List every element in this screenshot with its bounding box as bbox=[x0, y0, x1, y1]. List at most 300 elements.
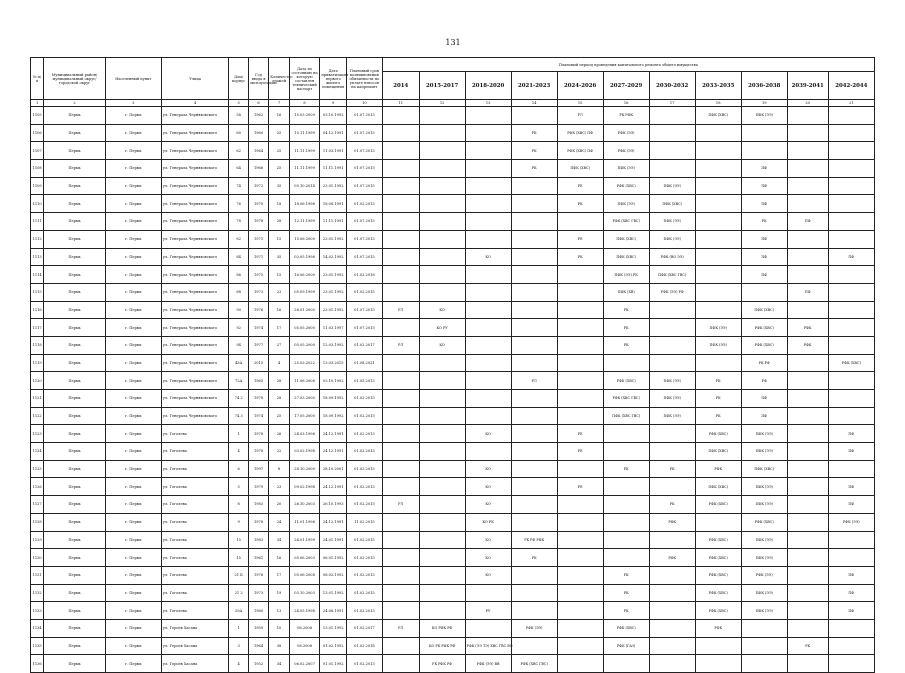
floors-cell: 13 bbox=[269, 602, 289, 620]
row-number: 1123 bbox=[31, 425, 44, 443]
settlement-cell: г. Пермь bbox=[105, 177, 161, 195]
table-row bbox=[31, 354, 875, 372]
floors-cell: 16 bbox=[269, 107, 289, 125]
repair-period-cell bbox=[828, 283, 874, 301]
repair-period-cell: КО bbox=[465, 531, 511, 549]
privatization-date-cell: 23.01.1992 bbox=[320, 230, 347, 248]
capital-repair-register-table bbox=[30, 57, 875, 673]
floors-cell: 10 bbox=[269, 619, 289, 637]
house-cell: 15 bbox=[229, 531, 248, 549]
repair-period-cell: ПФК (ЭЭ) bbox=[603, 160, 649, 178]
repair-period-cell: РЛ bbox=[382, 619, 419, 637]
repair-period-cell bbox=[557, 283, 603, 301]
repair-period-cell bbox=[828, 266, 874, 284]
row-number: 1119 bbox=[31, 354, 44, 372]
street-cell: ул. Гоголева bbox=[161, 566, 229, 584]
repair-period-cell bbox=[603, 655, 649, 673]
tech-passport-date-cell: 17.05.2000 bbox=[289, 407, 320, 425]
floors-cell: 35 bbox=[269, 248, 289, 266]
repair-period-cell bbox=[511, 496, 557, 514]
plan-deadline-cell: 01.07.2015 bbox=[347, 230, 383, 248]
table-row bbox=[31, 425, 875, 443]
repair-period-cell: РК bbox=[511, 160, 557, 178]
repair-period-cell bbox=[382, 107, 419, 125]
settlement-cell: г. Пермь bbox=[105, 230, 161, 248]
privatization-date-cell: 11.03.1997 bbox=[320, 319, 347, 337]
repair-period-cell bbox=[511, 390, 557, 408]
repair-period-cell: РЕ bbox=[557, 425, 603, 443]
repair-period-cell bbox=[787, 584, 828, 602]
repair-period-cell: КО bbox=[419, 301, 465, 319]
settlement-cell: г. Пермь bbox=[105, 566, 161, 584]
repair-period-cell bbox=[511, 266, 557, 284]
repair-period-cell: ПФ bbox=[741, 407, 787, 425]
table-row bbox=[31, 124, 875, 142]
repair-period-cell bbox=[557, 354, 603, 372]
privatization-date-cell: 18.08.1991 bbox=[320, 195, 347, 213]
municipality-cell: Пермь bbox=[44, 531, 105, 549]
repair-period-cell: РФК (ВО ЭЭ) bbox=[649, 248, 695, 266]
repair-period-cell bbox=[787, 602, 828, 620]
privatization-date-cell: 24.12.1991 bbox=[320, 478, 347, 496]
floors-cell: 23 bbox=[269, 283, 289, 301]
house-cell: 84 bbox=[229, 248, 248, 266]
period-header: 2033-2035 bbox=[695, 72, 741, 100]
repair-period-cell: РК bbox=[511, 124, 557, 142]
floors-cell: 16 bbox=[269, 301, 289, 319]
repair-period-cell: ПФК (ХВС ГВС) bbox=[603, 407, 649, 425]
repair-period-cell bbox=[465, 283, 511, 301]
municipality-cell: Пермь bbox=[44, 230, 105, 248]
period-header: 2024-2026 bbox=[557, 72, 603, 100]
period-header: 2014 bbox=[382, 72, 419, 100]
municipality-cell: Пермь bbox=[44, 266, 105, 284]
settlement-cell: г. Пермь bbox=[105, 319, 161, 337]
repair-period-cell bbox=[787, 566, 828, 584]
repair-period-cell bbox=[787, 107, 828, 125]
header-municipality: Муниципальный район/муниципальный округ/городской округ bbox=[44, 58, 105, 100]
repair-period-cell bbox=[741, 124, 787, 142]
repair-period-cell bbox=[382, 319, 419, 337]
table-row bbox=[31, 160, 875, 178]
repair-period-cell bbox=[465, 177, 511, 195]
tech-passport-date-cell: 15.06.2000 bbox=[289, 230, 320, 248]
repair-period-cell bbox=[787, 372, 828, 390]
settlement-cell: г. Пермь bbox=[105, 301, 161, 319]
period-header: 2027-2029 bbox=[603, 72, 649, 100]
repair-period-cell bbox=[828, 195, 874, 213]
repair-period-cell bbox=[465, 266, 511, 284]
municipality-cell: Пермь bbox=[44, 336, 105, 354]
column-index: 10 bbox=[347, 100, 383, 107]
repair-period-cell bbox=[828, 177, 874, 195]
repair-period-cell: КО bbox=[465, 496, 511, 514]
street-cell: ул. Генерала Черняховского bbox=[161, 177, 229, 195]
repair-period-cell bbox=[649, 584, 695, 602]
street-cell: ул. Генерала Черняховского bbox=[161, 301, 229, 319]
repair-period-cell bbox=[419, 602, 465, 620]
repair-period-cell: РЕ bbox=[557, 230, 603, 248]
floors-cell: 25 bbox=[269, 407, 289, 425]
repair-period-cell bbox=[828, 372, 874, 390]
repair-period-cell bbox=[465, 142, 511, 160]
year-built-cell: 1973 bbox=[248, 283, 268, 301]
header-tech-passport-date: Дата по состоянию на которую составлен технический паспорт bbox=[289, 58, 320, 100]
repair-period-cell bbox=[382, 531, 419, 549]
floors-cell: 8 bbox=[269, 460, 289, 478]
privatization-date-cell: 24.08.1991 bbox=[320, 602, 347, 620]
municipality-cell: Пермь bbox=[44, 549, 105, 567]
repair-period-cell: ПФК (ХВС) bbox=[603, 248, 649, 266]
street-cell: ул. Героев Хасана bbox=[161, 655, 229, 673]
repair-period-cell bbox=[511, 460, 557, 478]
repair-period-cell: РФК bbox=[649, 549, 695, 567]
municipality-cell: Пермь bbox=[44, 513, 105, 531]
repair-period-cell bbox=[649, 602, 695, 620]
street-cell: ул. Генерала Черняховского bbox=[161, 407, 229, 425]
plan-deadline-cell: 11.02.2015 bbox=[347, 513, 383, 531]
repair-period-cell: РЛ bbox=[511, 372, 557, 390]
repair-period-cell: ПФК (ХВС) bbox=[695, 107, 741, 125]
tech-passport-date-cell: 08.2008 bbox=[289, 619, 320, 637]
row-number: 1106 bbox=[31, 124, 44, 142]
floors-cell: 26 bbox=[269, 425, 289, 443]
repair-period-cell bbox=[828, 549, 874, 567]
repair-period-cell: РК bbox=[603, 460, 649, 478]
repair-period-cell bbox=[511, 584, 557, 602]
street-cell: ул. Генерала Черняховского bbox=[161, 354, 229, 372]
settlement-cell: г. Пермь bbox=[105, 336, 161, 354]
repair-period-cell bbox=[419, 142, 465, 160]
repair-period-cell: КО bbox=[465, 549, 511, 567]
repair-period-cell bbox=[465, 584, 511, 602]
column-index: 13 bbox=[465, 100, 511, 107]
street-cell: ул. Гоголева bbox=[161, 443, 229, 461]
privatization-date-cell: 03.10.1992 bbox=[320, 372, 347, 390]
repair-period-cell bbox=[695, 513, 741, 531]
column-index: 20 bbox=[787, 100, 828, 107]
column-index: 21 bbox=[828, 100, 874, 107]
privatization-date-cell: 08.02.1992 bbox=[320, 566, 347, 584]
repair-period-cell: РФК (ХВС) ПФ bbox=[557, 124, 603, 142]
tech-passport-date-cell: 11.11.1999 bbox=[289, 160, 320, 178]
municipality-cell: Пермь bbox=[44, 283, 105, 301]
repair-period-cell bbox=[511, 301, 557, 319]
repair-period-cell: ПФК (ЭЭ) bbox=[741, 443, 787, 461]
plan-deadline-cell: 01.02.2013 bbox=[347, 443, 383, 461]
house-cell: 43А bbox=[229, 354, 248, 372]
repair-period-cell bbox=[828, 390, 874, 408]
repair-period-cell bbox=[382, 460, 419, 478]
table-row bbox=[31, 213, 875, 231]
floors-cell: 17 bbox=[269, 319, 289, 337]
tech-passport-date-cell: 26.10.2003 bbox=[289, 496, 320, 514]
repair-period-cell: ПФК (ЭЭ) bbox=[741, 602, 787, 620]
repair-period-cell bbox=[511, 177, 557, 195]
repair-period-cell: РЛ bbox=[382, 336, 419, 354]
house-cell: 74.2 bbox=[229, 390, 248, 408]
repair-period-cell bbox=[603, 354, 649, 372]
header-house: Дом/корпус bbox=[229, 58, 248, 100]
repair-period-cell bbox=[695, 301, 741, 319]
street-cell: ул. Генерала Черняховского bbox=[161, 248, 229, 266]
repair-period-cell: ПФ bbox=[828, 566, 874, 584]
row-number: 1126 bbox=[31, 478, 44, 496]
municipality-cell: Пермь bbox=[44, 443, 105, 461]
repair-period-cell bbox=[557, 213, 603, 231]
municipality-cell: Пермь bbox=[44, 390, 105, 408]
settlement-cell: г. Пермь bbox=[105, 425, 161, 443]
settlement-cell: г. Пермь bbox=[105, 266, 161, 284]
repair-period-cell bbox=[828, 319, 874, 337]
plan-deadline-cell: 01.02.2015 bbox=[347, 549, 383, 567]
house-cell: 58 bbox=[229, 107, 248, 125]
repair-period-cell: ПФК (ХВС) bbox=[557, 160, 603, 178]
repair-period-cell bbox=[382, 354, 419, 372]
table-row bbox=[31, 655, 875, 673]
plan-deadline-cell: 01.02.2015 bbox=[347, 460, 383, 478]
settlement-cell: г. Пермь bbox=[105, 496, 161, 514]
row-number: 1134 bbox=[31, 619, 44, 637]
repair-period-cell: ПФ bbox=[741, 248, 787, 266]
row-number: 1120 bbox=[31, 372, 44, 390]
repair-period-cell: РФК (ХВС) bbox=[695, 549, 741, 567]
repair-period-cell: ПФК (ХВ) bbox=[603, 283, 649, 301]
repair-period-cell bbox=[828, 230, 874, 248]
municipality-cell: Пермь bbox=[44, 407, 105, 425]
municipality-cell: Пермь bbox=[44, 372, 105, 390]
repair-period-cell: РФК (ХВС) bbox=[828, 354, 874, 372]
repair-period-cell bbox=[603, 496, 649, 514]
tech-passport-date-cell: 16.06.2000 bbox=[289, 266, 320, 284]
year-built-cell: 1972 bbox=[248, 177, 268, 195]
plan-deadline-cell: 01.02.2015 bbox=[347, 478, 383, 496]
repair-period-cell bbox=[557, 407, 603, 425]
repair-period-cell bbox=[511, 283, 557, 301]
repair-period-cell bbox=[465, 124, 511, 142]
repair-period-cell bbox=[419, 248, 465, 266]
privatization-date-cell: 24.12.1991 bbox=[320, 425, 347, 443]
period-header: 2021-2023 bbox=[511, 72, 557, 100]
repair-period-cell bbox=[465, 354, 511, 372]
row-number: 1122 bbox=[31, 407, 44, 425]
year-built-cell: 1971 bbox=[248, 248, 268, 266]
repair-period-cell: РФК (ХВС) bbox=[695, 602, 741, 620]
house-cell: 29А bbox=[229, 602, 248, 620]
tech-passport-date-cell: 28.10.2000 bbox=[289, 460, 320, 478]
repair-period-cell: РФК (ХВС) bbox=[603, 177, 649, 195]
repair-period-cell bbox=[787, 407, 828, 425]
repair-period-cell: РФК (ЭЭ) ВВ bbox=[465, 655, 511, 673]
plan-deadline-cell: 01.02.2013 bbox=[347, 425, 383, 443]
table-row bbox=[31, 513, 875, 531]
settlement-cell: г. Пермь bbox=[105, 549, 161, 567]
floors-cell: 38 bbox=[269, 637, 289, 655]
table-row bbox=[31, 619, 875, 637]
repair-period-cell: ПФК (ЭЭ) bbox=[649, 213, 695, 231]
tech-passport-date-cell: 12.11.1999 bbox=[289, 213, 320, 231]
street-cell: ул. Генерала Черняховского bbox=[161, 266, 229, 284]
header-privatization-date: Дата приватизации первого жилого помещения bbox=[320, 58, 347, 100]
repair-period-cell: РЛ bbox=[382, 496, 419, 514]
plan-deadline-cell: 01.07.2015 bbox=[347, 319, 383, 337]
floors-cell: 20 bbox=[269, 496, 289, 514]
municipality-cell: Пермь bbox=[44, 248, 105, 266]
repair-period-cell: ПФ bbox=[828, 584, 874, 602]
house-cell: 9 bbox=[229, 513, 248, 531]
settlement-cell: г. Пермь bbox=[105, 283, 161, 301]
plan-deadline-cell: 01.02.2013 bbox=[347, 655, 383, 673]
municipality-cell: Пермь bbox=[44, 195, 105, 213]
repair-period-cell bbox=[649, 336, 695, 354]
repair-period-cell bbox=[787, 460, 828, 478]
repair-period-cell bbox=[511, 213, 557, 231]
repair-period-cell bbox=[741, 142, 787, 160]
street-cell: ул. Гоголева bbox=[161, 549, 229, 567]
column-index: 15 bbox=[557, 100, 603, 107]
repair-period-cell bbox=[828, 637, 874, 655]
repair-period-cell bbox=[649, 531, 695, 549]
tech-passport-date-cell: 05.06.2003 bbox=[289, 549, 320, 567]
period-header: 2030-2032 bbox=[649, 72, 695, 100]
floors-cell: 28 bbox=[269, 213, 289, 231]
header-plan-deadline: Плановый срок возникновения обязанности по уплате взносов на капремонт bbox=[347, 58, 383, 100]
table-row bbox=[31, 390, 875, 408]
house-cell: 90 bbox=[229, 301, 248, 319]
table-row bbox=[31, 319, 875, 337]
street-cell: ул. Генерала Черняховского bbox=[161, 213, 229, 231]
repair-period-cell: РК bbox=[695, 372, 741, 390]
repair-period-cell: ПФК (ЭЭ) bbox=[741, 531, 787, 549]
municipality-cell: Пермь bbox=[44, 584, 105, 602]
repair-period-cell bbox=[695, 213, 741, 231]
period-header: 2036-2038 bbox=[741, 72, 787, 100]
settlement-cell: г. Пермь bbox=[105, 248, 161, 266]
repair-period-cell: ПФК (ХВС) bbox=[741, 460, 787, 478]
municipality-cell: Пермь bbox=[44, 107, 105, 125]
house-cell: 21 2 bbox=[229, 584, 248, 602]
row-number: 1117 bbox=[31, 319, 44, 337]
year-built-cell: 1971 bbox=[248, 230, 268, 248]
repair-period-cell bbox=[695, 160, 741, 178]
repair-period-cell: РФК (ЭЭ) bbox=[828, 513, 874, 531]
plan-deadline-cell: 01.02.2013 bbox=[347, 195, 383, 213]
plan-deadline-cell: 01.07.2015 bbox=[347, 107, 383, 125]
period-header: 2015-2017 bbox=[419, 72, 465, 100]
repair-period-cell bbox=[557, 390, 603, 408]
table-row bbox=[31, 142, 875, 160]
repair-period-cell bbox=[419, 407, 465, 425]
year-built-cell: 1966 bbox=[248, 160, 268, 178]
repair-period-cell bbox=[557, 637, 603, 655]
repair-period-cell bbox=[382, 124, 419, 142]
repair-period-cell bbox=[419, 266, 465, 284]
street-cell: ул. Героев Хасана bbox=[161, 637, 229, 655]
repair-period-cell bbox=[511, 195, 557, 213]
repair-period-cell bbox=[465, 195, 511, 213]
repair-period-cell: ПФК (ХВС) bbox=[741, 301, 787, 319]
municipality-cell: Пермь bbox=[44, 301, 105, 319]
column-index: 18 bbox=[695, 100, 741, 107]
repair-period-cell bbox=[511, 107, 557, 125]
repair-period-cell bbox=[419, 177, 465, 195]
column-index: 11 bbox=[382, 100, 419, 107]
row-number: 1113 bbox=[31, 248, 44, 266]
plan-deadline-cell: 01.02.2017 bbox=[347, 619, 383, 637]
row-number: 1111 bbox=[31, 213, 44, 231]
settlement-cell: г. Пермь bbox=[105, 584, 161, 602]
repair-period-cell: РЛ bbox=[382, 301, 419, 319]
repair-period-cell bbox=[557, 549, 603, 567]
table-row bbox=[31, 637, 875, 655]
privatization-date-cell: 13.01.1992 bbox=[320, 619, 347, 637]
year-built-cell: 1974 bbox=[248, 407, 268, 425]
repair-period-cell bbox=[603, 478, 649, 496]
house-cell: 60 bbox=[229, 124, 248, 142]
settlement-cell: г. Пермь bbox=[105, 619, 161, 637]
row-number: 1135 bbox=[31, 637, 44, 655]
house-cell: 21 Б bbox=[229, 566, 248, 584]
repair-period-cell bbox=[649, 107, 695, 125]
repair-period-cell bbox=[419, 513, 465, 531]
row-number: 1112 bbox=[31, 230, 44, 248]
repair-period-cell: КО bbox=[465, 248, 511, 266]
repair-period-cell: КО bbox=[465, 425, 511, 443]
repair-period-cell bbox=[465, 390, 511, 408]
column-index: 2 bbox=[44, 100, 105, 107]
street-cell: ул. Гоголева bbox=[161, 478, 229, 496]
repair-period-cell bbox=[787, 177, 828, 195]
repair-period-cell bbox=[382, 230, 419, 248]
repair-period-cell bbox=[787, 195, 828, 213]
house-cell: 5 bbox=[229, 478, 248, 496]
repair-period-cell bbox=[828, 655, 874, 673]
repair-period-cell: ПФК (ХВС) bbox=[695, 478, 741, 496]
repair-period-cell bbox=[419, 230, 465, 248]
year-built-cell: 1959 bbox=[248, 619, 268, 637]
year-built-cell: 1964 bbox=[248, 637, 268, 655]
repair-period-cell: РФК (ЭЭ ТЭ) ХВС ГВС ВО bbox=[465, 637, 511, 655]
repair-period-cell: РФК (ЭЭ) bbox=[603, 142, 649, 160]
privatization-date-cell: 14.02.1992 bbox=[320, 248, 347, 266]
repair-period-cell: РК bbox=[603, 336, 649, 354]
repair-period-cell: РФК bbox=[695, 619, 741, 637]
repair-period-cell bbox=[465, 443, 511, 461]
privatization-date-cell: 04.12.1991 bbox=[320, 124, 347, 142]
street-cell: ул. Генерала Черняховского bbox=[161, 160, 229, 178]
floors-cell: 15 bbox=[269, 266, 289, 284]
municipality-cell: Пермь bbox=[44, 354, 105, 372]
repair-period-cell bbox=[382, 213, 419, 231]
repair-period-cell: РФК bbox=[787, 336, 828, 354]
plan-deadline-cell: 01.02.2015 bbox=[347, 531, 383, 549]
row-number: 1128 bbox=[31, 513, 44, 531]
repair-period-cell bbox=[382, 195, 419, 213]
repair-period-cell bbox=[787, 160, 828, 178]
repair-period-cell bbox=[649, 124, 695, 142]
repair-period-cell bbox=[419, 372, 465, 390]
repair-period-cell: ПФ bbox=[741, 390, 787, 408]
floors-cell: 25 bbox=[269, 142, 289, 160]
house-cell: 6 bbox=[229, 460, 248, 478]
repair-period-cell bbox=[787, 248, 828, 266]
year-built-cell: 1962 bbox=[248, 107, 268, 125]
repair-period-cell: РФК (ЭЭ) bbox=[603, 124, 649, 142]
table-row bbox=[31, 248, 875, 266]
municipality-cell: Пермь bbox=[44, 566, 105, 584]
repair-period-cell bbox=[465, 372, 511, 390]
tech-passport-date-cell: 03.02.1998 bbox=[289, 443, 320, 461]
